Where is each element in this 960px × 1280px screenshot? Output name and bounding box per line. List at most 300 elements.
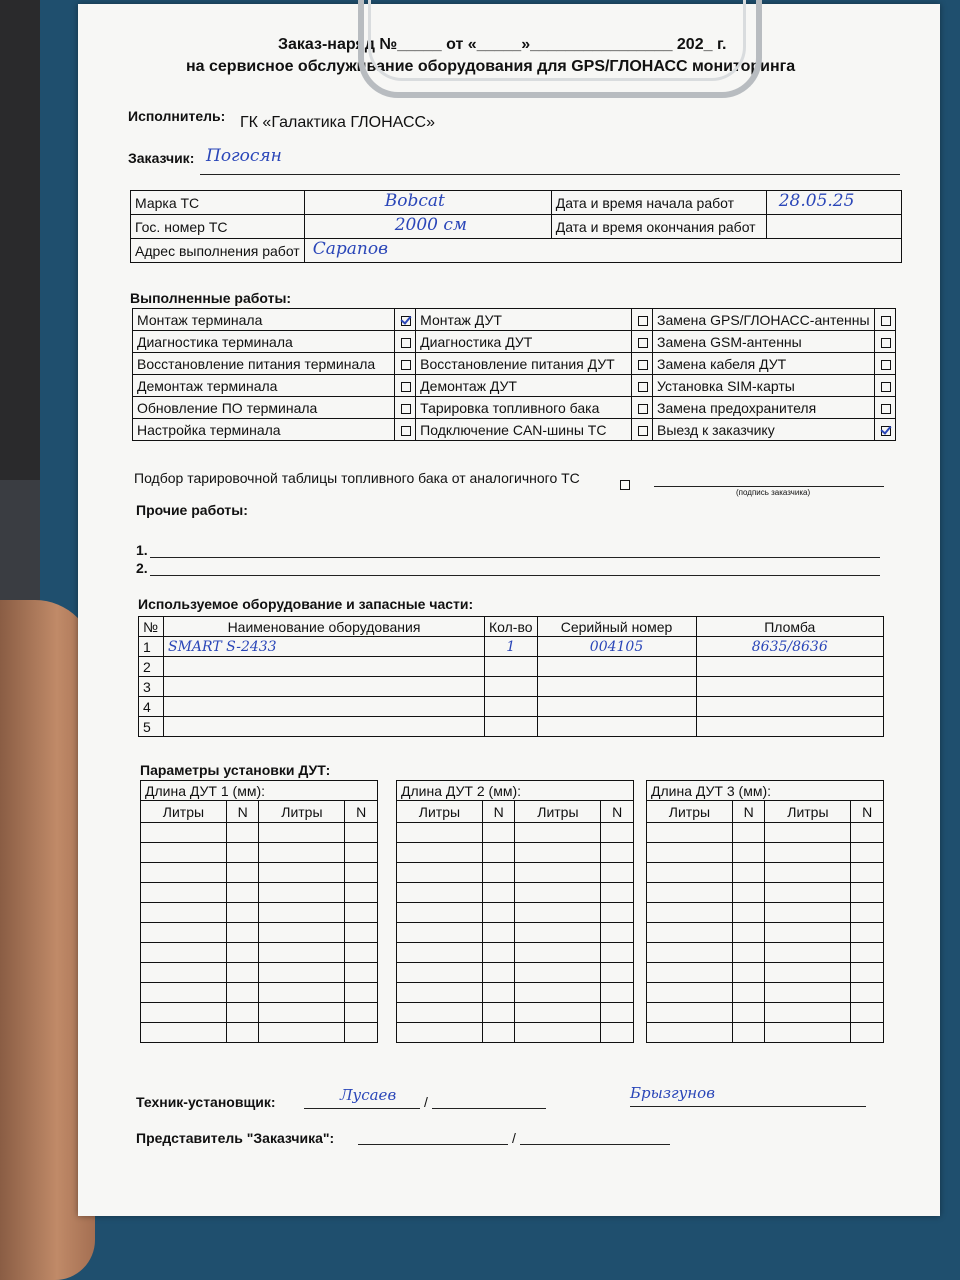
dut-cell[interactable] (397, 1003, 483, 1023)
equipment-seal (696, 717, 883, 737)
dut-cell[interactable] (765, 1003, 851, 1023)
equipment-col-serial: Серийный номер (537, 617, 696, 637)
dut-cell[interactable] (482, 1023, 515, 1043)
dut-cell[interactable] (226, 823, 259, 843)
dut-cell[interactable] (765, 823, 851, 843)
checked-checkbox[interactable] (401, 316, 411, 326)
dut-cell[interactable] (851, 963, 884, 983)
work-cell (133, 375, 395, 397)
dut-cell[interactable] (259, 1003, 345, 1023)
dut-cell[interactable] (482, 1003, 515, 1023)
dut-cell[interactable] (226, 923, 259, 943)
equipment-n: 1 (139, 637, 164, 657)
work-label: Установка SIM-карты (657, 377, 795, 394)
work-cell (133, 419, 395, 441)
dut-cell[interactable] (226, 1003, 259, 1023)
dut-cell[interactable] (851, 983, 884, 1003)
technician-label: Техник-установщик: (136, 1094, 276, 1110)
equipment-seal (696, 657, 883, 677)
dut-cell[interactable] (732, 903, 765, 923)
checkbox[interactable] (881, 382, 891, 392)
dut-cell[interactable] (765, 943, 851, 963)
dut-title: Длина ДУТ 1 (мм): (141, 781, 378, 801)
dut-cell[interactable] (141, 963, 227, 983)
work-checkbox-cell (874, 375, 895, 397)
doc-title-line1: Заказ-наряд №_____ от «_____»________________ 202_ г. (278, 36, 727, 53)
dut-cell[interactable] (141, 1023, 227, 1043)
work-label: Замена предохранителя (657, 399, 817, 416)
work-checkbox-cell (631, 331, 652, 353)
work-cell (416, 353, 631, 375)
work-checkbox-cell (874, 331, 895, 353)
dut-cell[interactable] (259, 883, 345, 903)
checkbox[interactable] (881, 338, 891, 348)
work-checkbox-cell (631, 397, 652, 419)
work-cell (653, 375, 875, 397)
dut-cell[interactable] (141, 983, 227, 1003)
dut-cell[interactable] (601, 883, 634, 903)
dut-cell[interactable] (647, 983, 733, 1003)
technician-sign-line (304, 1108, 420, 1109)
end-label: Дата и время окончания работ (551, 215, 766, 239)
work-label: Демонтаж терминала (137, 377, 278, 394)
dut-cell[interactable] (226, 963, 259, 983)
dut-cell[interactable] (226, 883, 259, 903)
dut-cell[interactable] (141, 923, 227, 943)
work-order-sheet (78, 4, 940, 1216)
dut-col-header: N (226, 801, 259, 823)
dut-col-header: Литры (647, 801, 733, 823)
equipment-qty (485, 697, 538, 717)
dut-cell[interactable] (141, 863, 227, 883)
dut-cell[interactable] (647, 943, 733, 963)
work-cell (653, 397, 875, 419)
dut-cell[interactable] (397, 963, 483, 983)
equipment-serial (537, 677, 696, 697)
dut-cell[interactable] (601, 903, 634, 923)
checkbox[interactable] (401, 404, 411, 414)
dut-cell[interactable] (851, 843, 884, 863)
customer-value: Погосян (206, 146, 282, 166)
dut-cell[interactable] (851, 823, 884, 843)
dut-table-3 (646, 780, 884, 1043)
equipment-serial: 004105 (537, 637, 696, 657)
work-label: Диагностика терминала (137, 333, 293, 350)
work-checkbox-cell (394, 353, 415, 375)
dut-cell[interactable] (765, 883, 851, 903)
dut-cell[interactable] (515, 963, 601, 983)
dut-cell[interactable] (482, 903, 515, 923)
work-label: Выезд к заказчику (657, 421, 775, 438)
dut-cell[interactable] (397, 863, 483, 883)
customer-rep-label: Представитель "Заказчика": (136, 1130, 335, 1146)
equipment-n: 4 (139, 697, 164, 717)
dut-title: Длина ДУТ 2 (мм): (397, 781, 634, 801)
dut-cell[interactable] (345, 923, 378, 943)
dut-cell[interactable] (345, 963, 378, 983)
equipment-qty: 1 (485, 637, 538, 657)
dut-cell[interactable] (345, 843, 378, 863)
dut-cell[interactable] (515, 863, 601, 883)
dut-cell[interactable] (515, 1003, 601, 1023)
dut-cell[interactable] (259, 1023, 345, 1043)
works-heading: Выполненные работы: (130, 290, 292, 306)
dut-cell[interactable] (515, 923, 601, 943)
checkbox[interactable] (401, 382, 411, 392)
slash-1: / (424, 1094, 428, 1110)
brand-value: Bobcat (384, 191, 445, 211)
table-row (139, 657, 884, 677)
technician-name-line (432, 1108, 546, 1109)
equipment-n: 5 (139, 717, 164, 737)
dut-cell[interactable] (226, 843, 259, 863)
dut-cell[interactable] (345, 943, 378, 963)
equipment-seal: 8635/8636 (696, 637, 883, 657)
dut-cell[interactable] (515, 983, 601, 1003)
dut-cell[interactable] (397, 983, 483, 1003)
dut-cell[interactable] (345, 903, 378, 923)
dut-cell[interactable] (601, 943, 634, 963)
end-value (766, 215, 901, 239)
dut-cell[interactable] (226, 903, 259, 923)
equipment-name (164, 697, 485, 717)
dut-cell[interactable] (397, 923, 483, 943)
vehicle-table (130, 190, 902, 263)
checkbox[interactable] (881, 316, 891, 326)
equipment-heading: Используемое оборудование и запасные части: (138, 596, 474, 612)
dut-cell[interactable] (765, 863, 851, 883)
dut-cell[interactable] (397, 903, 483, 923)
checkbox[interactable] (401, 360, 411, 370)
executor-value: ГК «Галактика ГЛОНАСС» (240, 114, 435, 131)
dut-cell[interactable] (259, 983, 345, 1003)
work-cell (653, 331, 875, 353)
dut-cell[interactable] (647, 1023, 733, 1043)
plate-label: Гос. номер ТС (131, 215, 305, 239)
checkbox[interactable] (881, 360, 891, 370)
equipment-serial (537, 657, 696, 677)
equipment-name: SMART S-2433 (164, 637, 485, 657)
dut-cell[interactable] (259, 923, 345, 943)
tank-table-label: Подбор тарировочной таблицы топливного бака от аналогичного ТС (134, 470, 580, 486)
equipment-qty (485, 717, 538, 737)
clipboard-clip-inner (368, 0, 746, 81)
dut-cell[interactable] (259, 843, 345, 863)
checkbox[interactable] (638, 316, 648, 326)
work-checkbox-cell (631, 353, 652, 375)
checkbox[interactable] (638, 426, 648, 436)
work-checkbox-cell (394, 397, 415, 419)
executor-label: Исполнитель: (128, 108, 226, 124)
table-row (139, 697, 884, 717)
checkbox[interactable] (638, 382, 648, 392)
equipment-n: 3 (139, 677, 164, 697)
other-work-item-2: 2. (136, 560, 148, 576)
doc-title-line2: на сервисное обслуживание оборудования для GPS/ГЛОНАСС мониторинга (186, 58, 796, 75)
work-cell (416, 397, 631, 419)
plate-cell (304, 215, 551, 239)
work-cell (653, 353, 875, 375)
equipment-qty (485, 677, 538, 697)
dut-col-header: Литры (515, 801, 601, 823)
dut-cell[interactable] (647, 903, 733, 923)
checkbox[interactable] (638, 338, 648, 348)
dut-cell[interactable] (515, 823, 601, 843)
dut-cell[interactable] (601, 863, 634, 883)
equipment-n: 2 (139, 657, 164, 677)
dut-col-header: Литры (765, 801, 851, 823)
dut-cell[interactable] (226, 943, 259, 963)
equipment-name (164, 677, 485, 697)
equipment-col-seal: Пломба (696, 617, 883, 637)
dut-cell[interactable] (345, 863, 378, 883)
work-label: Тарировка топливного бака (420, 399, 600, 416)
dut-cell[interactable] (141, 823, 227, 843)
dut-cell[interactable] (732, 883, 765, 903)
dut-cell[interactable] (851, 883, 884, 903)
dut-cell[interactable] (345, 1023, 378, 1043)
work-checkbox-cell (394, 419, 415, 441)
dut-cell[interactable] (765, 983, 851, 1003)
equipment-col-name: Наименование оборудования (164, 617, 485, 637)
work-label: Замена кабеля ДУТ (657, 355, 787, 372)
dut-cell[interactable] (515, 883, 601, 903)
dut-cell[interactable] (226, 983, 259, 1003)
dut-cell[interactable] (765, 923, 851, 943)
work-cell (416, 375, 631, 397)
equipment-col-num: № (139, 617, 164, 637)
checkbox[interactable] (401, 426, 411, 436)
dut-cell[interactable] (732, 923, 765, 943)
dut-cell[interactable] (482, 823, 515, 843)
dut-col-header: Литры (141, 801, 227, 823)
dut-cell[interactable] (851, 943, 884, 963)
work-checkbox-cell (631, 375, 652, 397)
dut-cell[interactable] (397, 843, 483, 863)
dut-cell[interactable] (647, 923, 733, 943)
dut-cell[interactable] (647, 863, 733, 883)
dut-cell[interactable] (732, 823, 765, 843)
dut-cell[interactable] (601, 923, 634, 943)
dut-table-1 (140, 780, 378, 1043)
equipment-seal (696, 677, 883, 697)
dut-cell[interactable] (482, 983, 515, 1003)
table-row (139, 677, 884, 697)
dut-cell[interactable] (601, 1003, 634, 1023)
equipment-serial (537, 717, 696, 737)
dut-cell[interactable] (226, 863, 259, 883)
dut-cell[interactable] (345, 883, 378, 903)
dut-cell[interactable] (601, 963, 634, 983)
dut-cell[interactable] (732, 843, 765, 863)
dut-cell[interactable] (851, 863, 884, 883)
dut-cell[interactable] (765, 903, 851, 923)
equipment-name (164, 657, 485, 677)
work-label: Подключение CAN-шины ТС (420, 421, 607, 438)
work-label: Диагностика ДУТ (420, 333, 533, 350)
dut-cell[interactable] (482, 943, 515, 963)
checkbox[interactable] (881, 404, 891, 414)
dut-cell[interactable] (601, 823, 634, 843)
other-work-line-1[interactable] (150, 557, 880, 558)
dut-cell[interactable] (732, 1003, 765, 1023)
work-checkbox-cell (874, 419, 895, 441)
work-checkbox-cell (631, 419, 652, 441)
work-label: Замена GSM-антенны (657, 333, 802, 350)
dut-cell[interactable] (851, 1023, 884, 1043)
dut-col-header: N (482, 801, 515, 823)
dut-cell[interactable] (765, 1023, 851, 1043)
dut-col-header: N (601, 801, 634, 823)
slash-2: / (512, 1130, 516, 1146)
equipment-name (164, 717, 485, 737)
brand-cell (304, 191, 551, 215)
dut-cell[interactable] (259, 823, 345, 843)
work-checkbox-cell (874, 309, 895, 331)
dut-cell[interactable] (515, 843, 601, 863)
address-label: Адрес выполнения работ (131, 239, 305, 263)
dut-cell[interactable] (259, 943, 345, 963)
checkbox[interactable] (401, 338, 411, 348)
dut-cell[interactable] (647, 843, 733, 863)
technician-name-line-2 (630, 1106, 866, 1107)
dut-title: Длина ДУТ 3 (мм): (647, 781, 884, 801)
dut-cell[interactable] (851, 903, 884, 923)
work-checkbox-cell (394, 331, 415, 353)
work-cell (416, 331, 631, 353)
dut-cell[interactable] (397, 943, 483, 963)
dut-col-header: N (851, 801, 884, 823)
dut-cell[interactable] (732, 1023, 765, 1043)
dut-cell[interactable] (259, 863, 345, 883)
other-work-item-1: 1. (136, 542, 148, 558)
work-checkbox-cell (874, 397, 895, 419)
dut-cell[interactable] (601, 1023, 634, 1043)
customer-rep-name-line (520, 1144, 670, 1145)
tank-table-checkbox[interactable] (620, 480, 630, 490)
plate-value: 2000 см (394, 215, 468, 235)
dut-col-header: N (345, 801, 378, 823)
dut-cell[interactable] (851, 923, 884, 943)
checkbox[interactable] (638, 360, 648, 370)
start-cell (766, 191, 901, 215)
dut-cell[interactable] (482, 843, 515, 863)
checked-checkbox[interactable] (881, 426, 891, 436)
dut-cell[interactable] (601, 983, 634, 1003)
work-cell (653, 309, 875, 331)
dut-cell[interactable] (732, 863, 765, 883)
dut-cell[interactable] (259, 963, 345, 983)
work-label: Замена GPS/ГЛОНАСС-антенны (657, 311, 870, 328)
brand-label: Марка ТС (131, 191, 305, 215)
signature-caption: (подпись заказчика) (736, 488, 811, 497)
other-works-heading: Прочие работы: (136, 502, 248, 518)
technician-signature: Лусаев (340, 1086, 397, 1104)
dut-cell[interactable] (732, 983, 765, 1003)
dut-cell[interactable] (515, 943, 601, 963)
dut-col-header: Литры (259, 801, 345, 823)
dut-cell[interactable] (647, 963, 733, 983)
address-value: Сарапов (312, 239, 388, 259)
address-cell (304, 239, 901, 263)
work-label: Восстановление питания терминала (137, 355, 376, 372)
work-label: Обновление ПО терминала (137, 399, 318, 416)
dut-cell[interactable] (345, 983, 378, 1003)
dut-cell[interactable] (482, 963, 515, 983)
dut-cell[interactable] (765, 963, 851, 983)
dut-cell[interactable] (141, 843, 227, 863)
work-cell (416, 419, 631, 441)
table-row (139, 717, 884, 737)
work-label: Восстановление питания ДУТ (420, 355, 615, 372)
dut-cell[interactable] (647, 823, 733, 843)
equipment-seal (696, 697, 883, 717)
equipment-qty (485, 657, 538, 677)
dut-cell[interactable] (851, 1003, 884, 1023)
dut-cell[interactable] (141, 943, 227, 963)
dut-cell[interactable] (515, 1023, 601, 1043)
work-cell (416, 309, 631, 331)
dut-cell[interactable] (647, 1003, 733, 1023)
dut-col-header: Литры (397, 801, 483, 823)
dut-cell[interactable] (647, 883, 733, 903)
customer-rep-line (358, 1144, 508, 1145)
work-label: Монтаж терминала (137, 311, 263, 328)
equipment-table (138, 616, 884, 737)
work-cell (133, 353, 395, 375)
work-checkbox-cell (394, 309, 415, 331)
checkbox[interactable] (638, 404, 648, 414)
work-cell (133, 331, 395, 353)
customer-signature-line (654, 486, 884, 487)
customer-label: Заказчик: (128, 150, 195, 166)
works-table (132, 308, 896, 441)
table-row (139, 637, 884, 657)
dut-cell[interactable] (226, 1023, 259, 1043)
dut-cell[interactable] (345, 1003, 378, 1023)
dut-cell[interactable] (259, 903, 345, 923)
work-cell (133, 309, 395, 331)
start-value: 28.05.25 (778, 191, 855, 211)
work-checkbox-cell (631, 309, 652, 331)
other-work-line-2[interactable] (150, 575, 880, 576)
dut-cell[interactable] (345, 823, 378, 843)
equipment-col-qty: Кол-во (485, 617, 538, 637)
dut-cell[interactable] (397, 883, 483, 903)
work-cell (133, 397, 395, 419)
dut-cell[interactable] (482, 883, 515, 903)
dut-cell[interactable] (765, 843, 851, 863)
dut-cell[interactable] (732, 963, 765, 983)
dut-cell[interactable] (482, 923, 515, 943)
dut-heading: Параметры установки ДУТ: (140, 762, 331, 778)
dut-cell[interactable] (601, 843, 634, 863)
dut-cell[interactable] (732, 943, 765, 963)
work-checkbox-cell (874, 353, 895, 375)
dut-cell[interactable] (482, 863, 515, 883)
equipment-serial (537, 697, 696, 717)
work-checkbox-cell (394, 375, 415, 397)
dut-cell[interactable] (397, 823, 483, 843)
technician-name: Брызгунов (630, 1084, 715, 1102)
dut-cell[interactable] (141, 1003, 227, 1023)
dut-cell[interactable] (141, 883, 227, 903)
work-label: Монтаж ДУТ (420, 311, 502, 328)
dut-cell[interactable] (397, 1023, 483, 1043)
dut-cell[interactable] (141, 903, 227, 923)
start-label: Дата и время начала работ (551, 191, 766, 215)
dut-cell[interactable] (515, 903, 601, 923)
